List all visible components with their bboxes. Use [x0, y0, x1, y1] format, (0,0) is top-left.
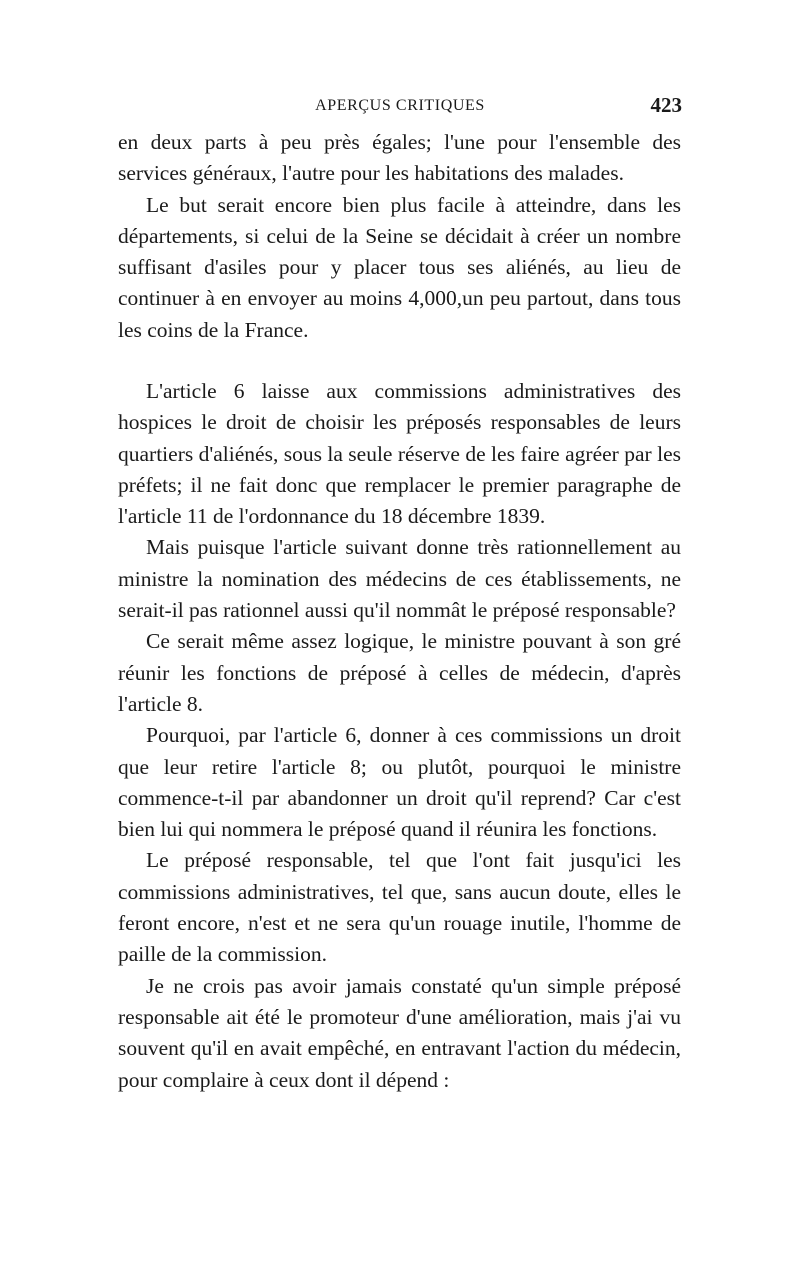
paragraph: Pourquoi, par l'article 6, donner à ces commissions un droit que leur retire l'article 8; ou plutôt, pourquoi le ministre commence-t-il par abandonner un droit qu'il reprend? Car c'est bien lui qui nommera le préposé quand il réunira les fonctions. — [118, 723, 681, 842]
text-block-lower — [118, 376, 681, 1096]
paragraph-continuation: en deux parts à peu près égales; l'une pour l'ensemble des services généraux, l'autre pour les habitations des malades. — [118, 130, 681, 186]
paragraph: Le but serait encore bien plus facile à atteindre, dans les départements, si celui de la Seine se décidait à créer un nombre suffisant d'asiles pour y placer tous ses aliénés, au lieu de continuer à en envoyer au moins 4,000,un peu partout, dans tous les coins de la France. — [118, 192, 681, 342]
running-head-title: APERÇUS CRITIQUES — [315, 97, 485, 114]
paragraph: L'article 6 laisse aux commissions administratives des hospices le droit de choisir les préposés responsables de leurs quartiers d'aliénés, sous la seule réserve de les faire agréer par les préfets; il ne fait donc que remplacer le premier paragraphe de l'article 11 de l'ordonnance du 18 décembre 1839. — [118, 379, 681, 529]
text-block-upper — [118, 127, 681, 346]
paragraph: Mais puisque l'article suivant donne très rationnellement au ministre la nomination des médecins de ces établissements, ne serait-il pas rationnel aussi qu'il nommât le préposé responsable? — [118, 535, 681, 623]
paragraph: Le préposé responsable, tel que l'ont fait jusqu'ici les commissions administratives, tel que, sans aucun doute, elles le feront encore, n'est et ne sera qu'un rouage inutile, l'homme de paille de la commission. — [118, 848, 681, 967]
paragraph: Je ne crois pas avoir jamais constaté qu'un simple préposé responsable ait été le promoteur d'une amélioration, mais j'ai vu souvent qu'il en avait empêché, en entravant l'action du médecin, pour complaire à ceux dont il dépend : — [118, 973, 681, 1092]
page-number: 423 — [650, 93, 682, 117]
running-head — [0, 93, 800, 123]
paragraph: Ce serait même assez logique, le ministre pouvant à son gré réunir les fonctions de préposé à celles de médecin, d'après l'article 8. — [118, 629, 681, 716]
